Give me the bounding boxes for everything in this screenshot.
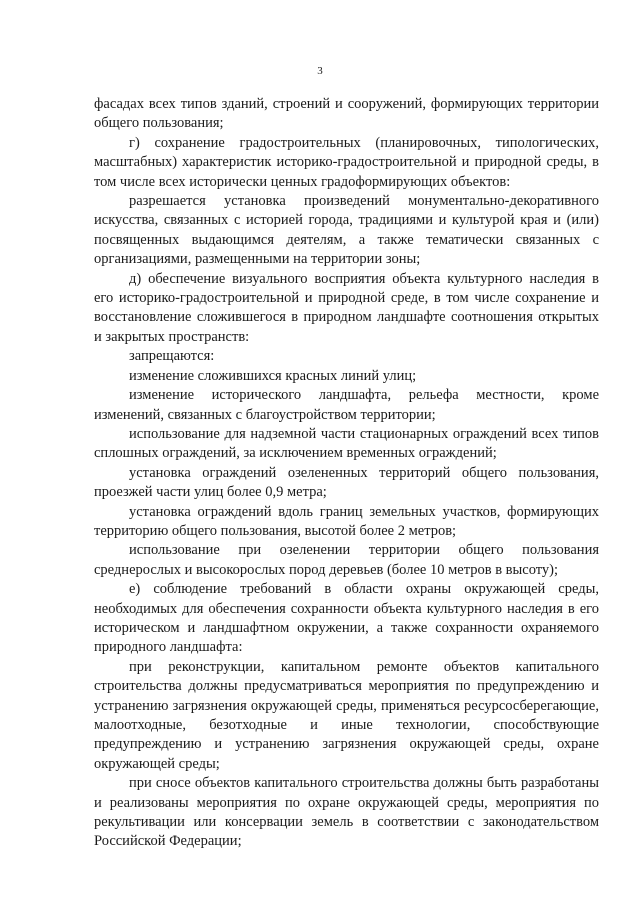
- paragraph-boundary-fences: установка ограждений вдоль границ земельных участков, формирующих территорию общего пользования, высотой более 2 метров;: [94, 503, 599, 539]
- document-body: [94, 95, 599, 852]
- paragraph-tree-species: использование при озеленении территории общего пользования среднерослых и высокорослых пород деревьев (более 10 метров в высоту);: [94, 542, 599, 578]
- paragraph-demolition: при сносе объектов капитального строительства должны быть разработаны и реализованы мероприятия по охране окружающей среды, мероприятия по рекультивации или консервации земель в соответствии с законодательством Российской Федерации;: [94, 775, 599, 850]
- paragraph-permitted-monuments: разрешается установка произведений монументально-декоративного искусства, связанных с историей города, традициями и культурой края и (или) посвященных выдающимся деятелям, а также тематически связанных с организациями, размещенными на территории зоны;: [94, 193, 599, 268]
- paragraph-continuation: фасадах всех типов зданий, строений и сооружений, формирующих территории общего пользования;: [94, 96, 599, 132]
- paragraph-item-g: г) сохранение градостроительных (планировочных, типологических, масштабных) характеристик историко-градостроительной и природной среды, в том числе всех исторически ценных градоформирующих объектов:: [94, 134, 599, 190]
- paragraph-item-e: е) соблюдение требований в области охраны окружающей среды, необходимых для обеспечения сохранности объекта культурного наследия в его историческом и ландшафтном окружении, а также сохранности охраняемого природного ландшафта:: [94, 581, 599, 656]
- paragraph-reconstruction: при реконструкции, капитальном ремонте объектов капитального строительства должны предусматриваться мероприятия по предупреждению и устранению загрязнения окружающей среды, применяться ресурсосберегающие, малоотходные, безотходные и иные технологии, способствующие предупреждению и устранению загрязнения окружающей среды, охране окружающей среды;: [94, 658, 599, 772]
- paragraph-red-lines: изменение сложившихся красных линий улиц;: [129, 367, 417, 384]
- paragraph-prohibited-heading: запрещаются:: [129, 348, 215, 365]
- page-number: 3: [317, 65, 323, 77]
- paragraph-landscape-change: изменение исторического ландшафта, рельефа местности, кроме изменений, связанных с благоустройством территории;: [94, 387, 599, 423]
- paragraph-item-d: д) обеспечение визуального восприятия объекта культурного наследия в его историко-градостроительной и природной среде, в том числе сохранение и восстановление сложившегося в природном ландшафте соотношения открытых и закрытых пространств:: [94, 270, 599, 345]
- paragraph-green-area-fences: установка ограждений озелененных территорий общего пользования, проезжей части улиц более 0,9 метра;: [94, 464, 599, 501]
- paragraph-solid-fences: использование для надземной части стационарных ограждений всех типов сплошных ограждений, за исключением временных ограждений;: [94, 425, 599, 462]
